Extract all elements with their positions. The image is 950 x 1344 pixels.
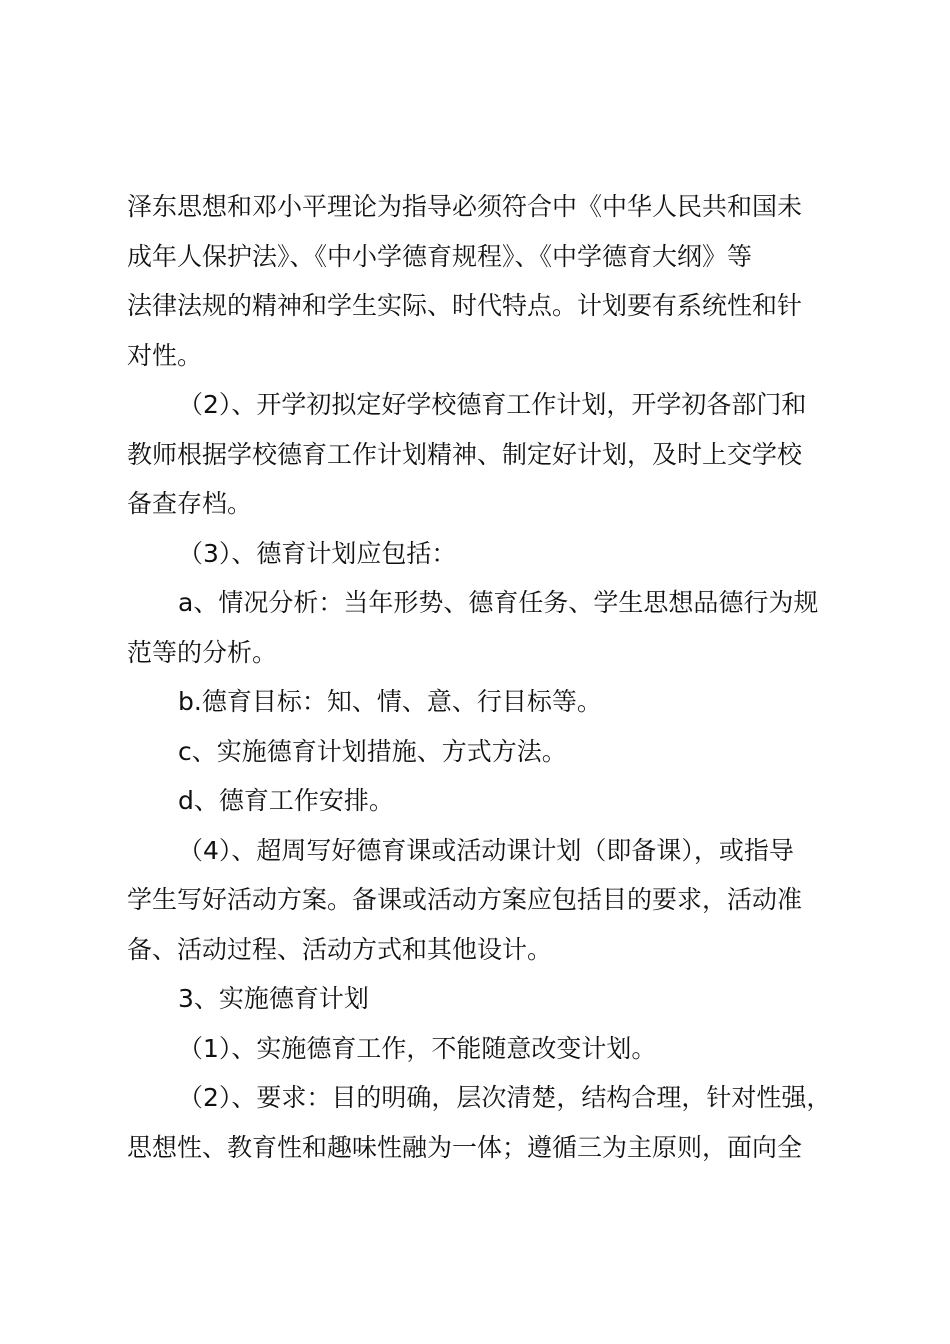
text-line: 对性。 (127, 340, 203, 370)
text-line: 法律法规的精神和学生实际、时代特点。计划要有系统性和针 (127, 291, 803, 320)
text-line: （4）、超周写好德育课或活动课计划（即备课），或指导 (178, 835, 794, 865)
text-line: （1）、实施德育工作，不能随意改变计划。 (178, 1033, 657, 1063)
text-line: 教师根据学校德育工作计划精神、制定好计划，及时上交学校 (127, 439, 803, 469)
text-line: b.德育目标：知、情、意、行目标等。 (178, 687, 602, 716)
text-line: 3、实施德育计划 (178, 984, 369, 1013)
text-line: 学生写好活动方案。备课或活动方案应包括目的要求，活动准 (127, 885, 803, 914)
text-line: 泽东思想和邓小平理论为指导必须符合中《中华人民共和国未 (127, 192, 803, 221)
text-line: （2）、要求：目的明确，层次清楚，结构合理，针对性强， (178, 1083, 832, 1112)
text-line: 成年人保护法》、《中小学德育规程》、《中学德育大纲》等 (127, 241, 753, 271)
text-line: 备、活动过程、活动方式和其他设计。 (127, 934, 553, 964)
text-line: （2）、开学初拟定好学校德育工作计划，开学初各部门和 (178, 390, 807, 419)
text-line: c、实施德育计划措施、方式方法。 (178, 736, 567, 766)
text-line: a、情况分析：当年形势、德育任务、学生思想品德行为规 (178, 588, 819, 617)
text-line: 思想性、教育性和趣味性融为一体；遵循三为主原则，面向全 (127, 1132, 803, 1162)
text-line: 范等的分析。 (127, 637, 278, 667)
document-body (127, 182, 832, 1172)
text-line: d、德育工作安排。 (178, 786, 394, 815)
text-line: 备查存档。 (127, 489, 253, 518)
text-line: （3）、德育计划应包括： (178, 538, 457, 568)
